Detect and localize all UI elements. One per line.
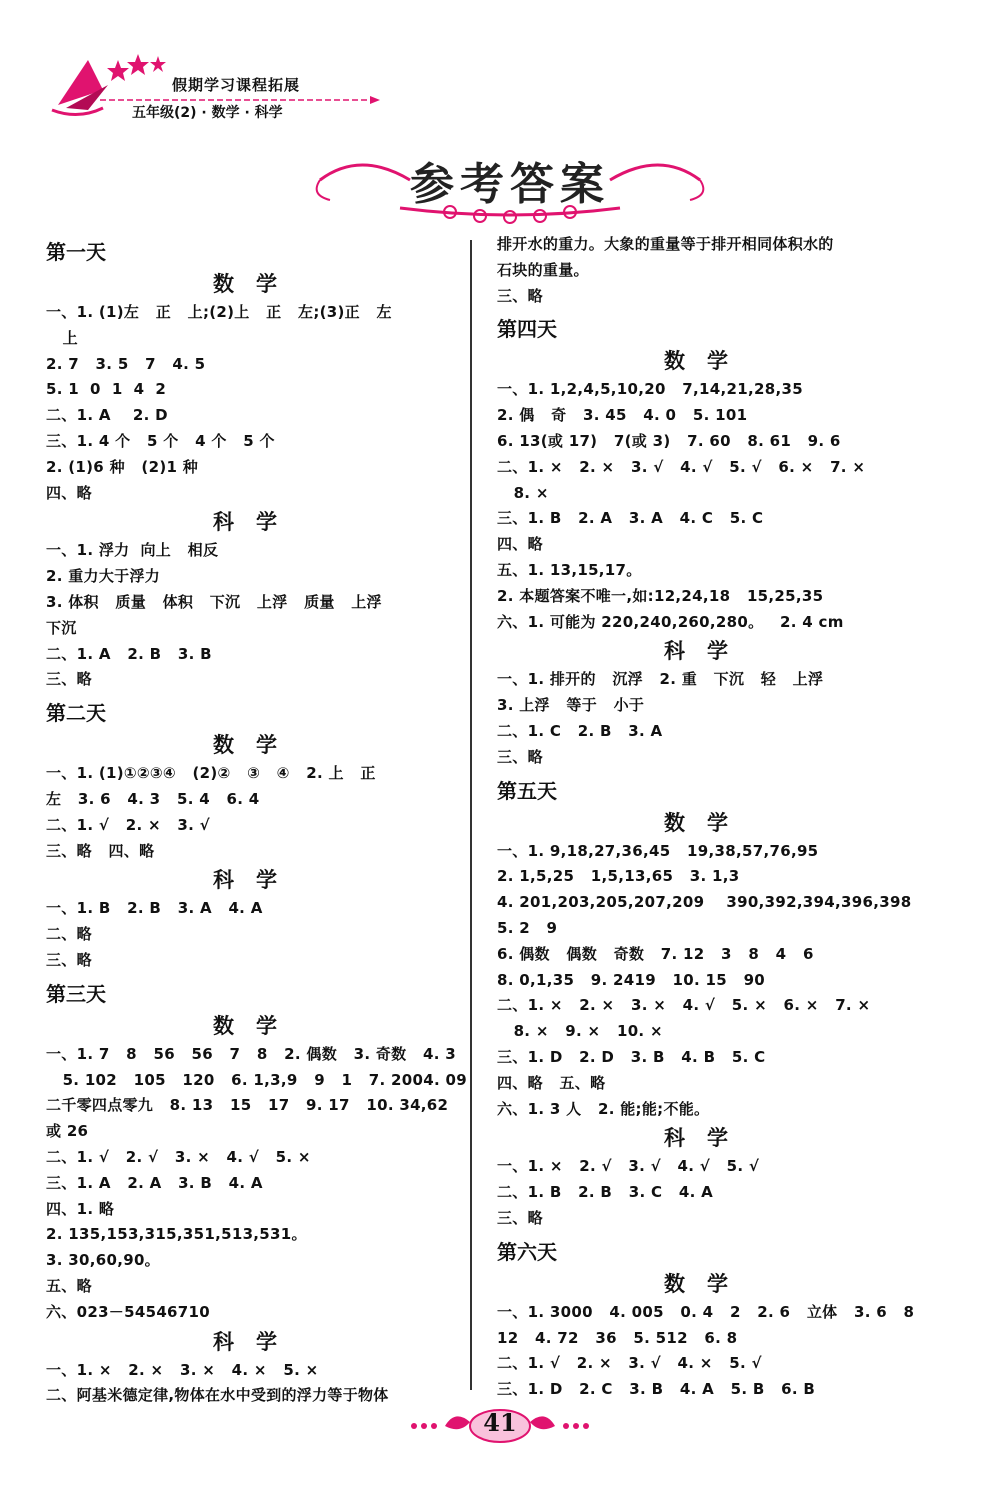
right-answer-line: 一、1. 排开的 沉浮 2. 重 下沉 轻 上浮 xyxy=(497,670,824,689)
left-subject-heading: 科学 xyxy=(213,867,299,893)
right-answer-line: 三、略 xyxy=(497,1208,543,1227)
left-answer-line: 四、1. 略 xyxy=(46,1199,115,1218)
right-day-heading: 第五天 xyxy=(497,778,557,803)
left-answer-line: 5. 102 105 120 6. 1,3,9 9 1 7. 2004. 09 xyxy=(46,1070,467,1089)
book-header xyxy=(40,40,380,130)
left-answer-line: 一、1. (1)左 正 上;(2)上 正 左;(3)正 左 xyxy=(46,303,392,321)
right-answer-line: 8. × 9. × 10. × xyxy=(497,1022,663,1041)
right-answer-line: 8. × xyxy=(497,483,549,502)
left-answer-line: 2. 重力大于浮力 xyxy=(46,567,161,586)
right-answer-line: 石块的重量。 xyxy=(497,260,589,279)
page-number: 41 xyxy=(483,1408,517,1437)
main-title-block xyxy=(300,140,720,230)
right-answer-line: 二、1. × 2. × 3. × 4. √ 5. × 6. × 7. × xyxy=(497,996,871,1015)
left-answer-line: 2. (1)6 种 (2)1 种 xyxy=(46,457,199,476)
left-answer-line: 一、1. 浮力 向上 相反 xyxy=(46,541,219,560)
right-answer-line: 六、1. 3 人 2. 能;能;不能。 xyxy=(497,1099,710,1118)
right-answer-line: 排开水的重力。大象的重量等于排开相同体积水的 xyxy=(497,235,834,253)
right-subject-heading: 科学 xyxy=(664,638,750,664)
left-answer-line: 5. 1 0 1 4 2 xyxy=(46,380,167,399)
right-answer-line: 2. 1,5,25 1,5,13,65 3. 1,3 xyxy=(497,867,740,886)
right-answer-line: 一、1. 1,2,4,5,10,20 7,14,21,28,35 xyxy=(497,380,803,399)
left-answer-line: 一、1. 7 8 56 56 7 8 2. 偶数 3. 奇数 4. 3 xyxy=(46,1044,456,1063)
left-day-heading: 第二天 xyxy=(46,701,106,726)
left-day-heading: 第三天 xyxy=(46,981,106,1006)
left-answer-line: 2. 7 3. 5 7 4. 5 xyxy=(46,354,206,373)
left-answer-line: 三、1. A 2. A 3. B 4. A xyxy=(46,1173,263,1192)
left-answer-line: 六、023－54546710 xyxy=(46,1302,211,1321)
left-answer-line: 一、1. (1)①②③④ (2)② ③ ④ 2. 上 正 xyxy=(46,764,376,783)
left-answer-line: 上 xyxy=(46,328,78,347)
right-answer-line: 四、略 xyxy=(497,535,543,554)
left-answer-line: 下沉 xyxy=(46,618,77,637)
right-answer-line: 六、1. 可能为 220,240,260,280。 2. 4 cm xyxy=(497,612,844,631)
right-answer-line: 一、1. × 2. √ 3. √ 4. √ 5. √ xyxy=(497,1157,760,1176)
right-answer-line: 三、略 xyxy=(497,286,543,305)
left-answer-line: 三、略 xyxy=(46,950,92,969)
series-subtitle: 五年级(2) · 数学 · 科学 xyxy=(132,105,283,121)
right-answer-line: 6. 偶数 偶数 奇数 7. 12 3 8 4 6 xyxy=(497,944,814,963)
right-answer-line: 2. 偶 奇 3. 45 4. 0 5. 101 xyxy=(497,406,748,425)
left-answer-line: 三、略 xyxy=(46,670,92,689)
right-answer-line: 8. 0,1,35 9. 2419 10. 15 90 xyxy=(497,970,766,989)
left-subject-heading: 科学 xyxy=(213,1328,299,1354)
left-answer-line: 2. 135,153,315,351,513,531。 xyxy=(46,1225,307,1244)
right-subject-heading: 数学 xyxy=(664,809,750,835)
left-answer-line: 三、1. 4 个 5 个 4 个 5 个 xyxy=(46,431,275,450)
left-answer-line: 一、1. × 2. × 3. × 4. × 5. × xyxy=(46,1360,319,1379)
column-divider xyxy=(470,240,472,1390)
right-answer-line: 二、1. × 2. × 3. √ 4. √ 5. √ 6. × 7. × xyxy=(497,457,866,476)
right-answer-line: 五、1. 13,15,17。 xyxy=(497,560,642,579)
left-subject-heading: 数学 xyxy=(213,732,299,758)
left-answer-line: 二、阿基米德定律,物体在水中受到的浮力等于物体 xyxy=(46,1386,389,1405)
right-answer-line: 一、1. 3000 4. 005 0. 4 2 2. 6 立体 3. 6 8 xyxy=(497,1302,915,1321)
left-answer-line: 3. 30,60,90。 xyxy=(46,1251,160,1270)
right-answer-line: 5. 2 9 xyxy=(497,918,558,937)
right-subject-heading: 数学 xyxy=(664,348,750,374)
page-footer xyxy=(400,1404,600,1444)
right-answer-line: 2. 本题答案不唯一,如:12,24,18 15,25,35 xyxy=(497,586,824,605)
right-answer-line: 三、略 xyxy=(497,747,543,766)
left-answer-line: 四、略 xyxy=(46,483,92,502)
right-subject-heading: 科学 xyxy=(664,1125,750,1151)
page-title: 参考答案 xyxy=(410,159,610,210)
right-answer-line: 三、1. B 2. A 3. A 4. C 5. C xyxy=(497,509,764,528)
left-answer-line: 左 3. 6 4. 3 5. 4 6. 4 xyxy=(46,789,260,808)
left-subject-heading: 数学 xyxy=(213,1012,299,1038)
left-subject-heading: 数学 xyxy=(213,271,299,296)
left-answer-line: 二、略 xyxy=(46,925,92,944)
left-answer-line: 二、1. A 2. D xyxy=(46,406,168,425)
left-answer-line: 二、1. √ 2. × 3. √ xyxy=(46,815,210,834)
right-day-heading: 第四天 xyxy=(497,317,557,342)
right-answer-line: 3. 上浮 等于 小于 xyxy=(497,696,645,715)
right-day-heading: 第六天 xyxy=(497,1239,557,1264)
right-answer-line: 四、略 五、略 xyxy=(497,1073,606,1092)
left-answer-line: 一、1. B 2. B 3. A 4. A xyxy=(46,899,263,918)
right-answer-line: 一、1. 9,18,27,36,45 19,38,57,76,95 xyxy=(497,841,819,860)
left-answer-line: 二千零四点零九 8. 13 15 17 9. 17 10. 34,62 xyxy=(46,1096,449,1115)
series-title: 假期学习课程拓展 xyxy=(172,76,301,94)
right-answer-line: 12 4. 72 36 5. 512 6. 8 xyxy=(497,1328,738,1347)
right-answer-line: 三、1. D 2. D 3. B 4. B 5. C xyxy=(497,1047,766,1066)
left-answer-line: 二、1. √ 2. √ 3. × 4. √ 5. × xyxy=(46,1147,311,1166)
right-subject-heading: 数学 xyxy=(664,1270,750,1296)
left-answer-line: 五、略 xyxy=(46,1276,92,1295)
right-answer-line: 二、1. B 2. B 3. C 4. A xyxy=(497,1183,714,1202)
left-subject-heading: 科学 xyxy=(213,509,299,535)
right-answer-line: 4. 201,203,205,207,209 390,392,394,396,398 xyxy=(497,893,912,912)
left-answer-column xyxy=(46,232,466,1409)
left-answer-line: 二、1. A 2. B 3. B xyxy=(46,644,212,663)
right-answer-line: 三、1. D 2. C 3. B 4. A 5. B 6. B xyxy=(497,1380,816,1399)
right-answer-column xyxy=(497,232,917,1403)
right-answer-line: 二、1. √ 2. × 3. √ 4. × 5. √ xyxy=(497,1354,762,1373)
left-answer-line: 三、略 四、略 xyxy=(46,841,155,860)
right-answer-line: 6. 13(或 17) 7(或 3) 7. 60 8. 61 9. 6 xyxy=(497,431,841,450)
left-answer-line: 或 26 xyxy=(46,1122,89,1141)
left-answer-line: 3. 体积 质量 体积 下沉 上浮 质量 上浮 xyxy=(46,592,382,611)
right-answer-line: 二、1. C 2. B 3. A xyxy=(497,721,663,740)
left-day-heading: 第一天 xyxy=(46,240,106,264)
